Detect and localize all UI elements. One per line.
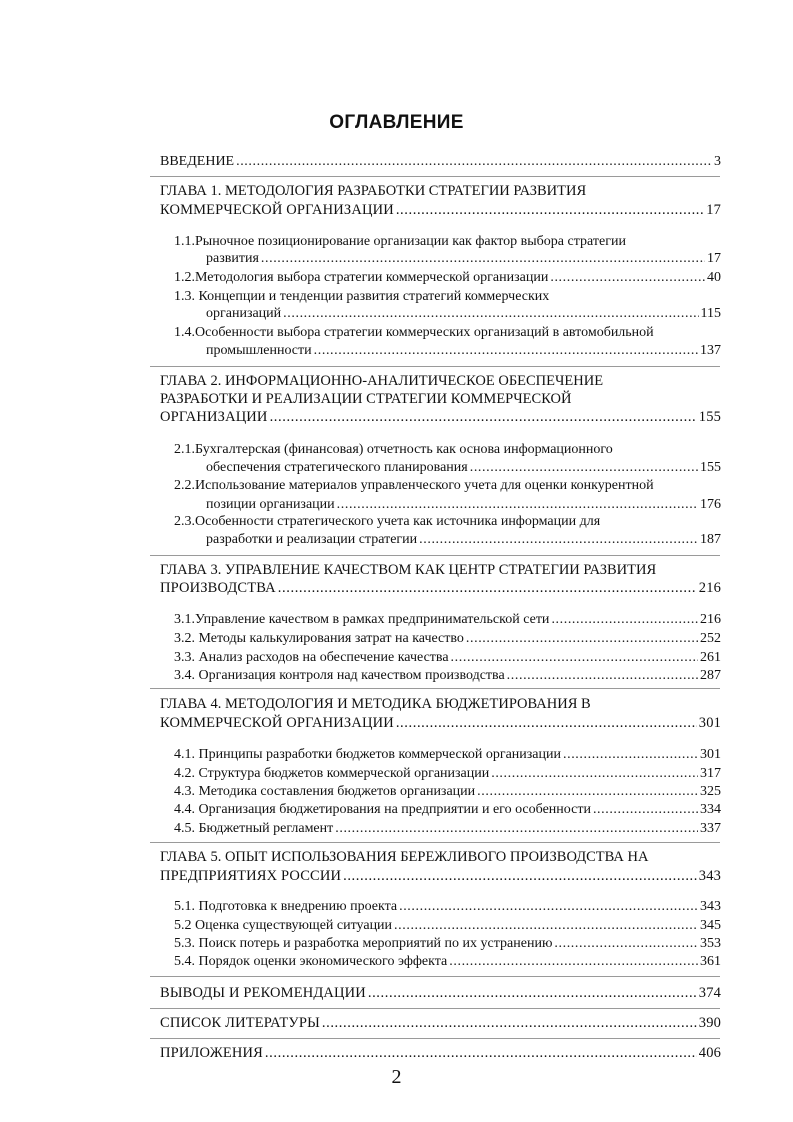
toc-entry-section-4-3[interactable]: 4.3. Методика составления бюджетов организации ..... 325 (174, 783, 721, 800)
section-2-1-line1[interactable]: 2.1.Бухгалтерская (финансовая) отчетность как основа информационного (174, 442, 613, 457)
chapter-3-title-line1[interactable]: ГЛАВА 3. УПРАВЛЕНИЕ КАЧЕСТВОМ КАК ЦЕНТР СТРАТЕГИИ РАЗВИТИЯ (160, 562, 657, 578)
divider (150, 176, 720, 177)
toc-entry-conclusions[interactable]: ВЫВОДЫ И РЕКОМЕНДАЦИИ ..... 374 (160, 985, 721, 1002)
toc-entry-section-3-4[interactable]: 3.4. Организация контроля над качеством производства ..... 287 (174, 667, 721, 684)
toc-entry-section-1-3[interactable]: организаций ..... 115 (206, 305, 721, 322)
divider (150, 366, 720, 367)
toc-entry-intro[interactable] (160, 153, 721, 170)
toc-entry-section-4-5[interactable]: 4.5. Бюджетный регламент ..... 337 (174, 820, 721, 837)
toc-entry-section-2-2[interactable]: позиции организации ..... 176 (206, 496, 721, 513)
toc-entry-section-5-1[interactable]: 5.1. Подготовка к внедрению проекта ..... 343 (174, 898, 721, 915)
toc-entry-text: ВВЕДЕНИЕ (160, 154, 235, 169)
toc-entry-section-3-3[interactable]: 3.3. Анализ расходов на обеспечение качества ..... 261 (174, 649, 721, 666)
chapter-1-title-line1[interactable]: ГЛАВА 1. МЕТОДОЛОГИЯ РАЗРАБОТКИ СТРАТЕГИИ РАЗВИТИЯ (160, 183, 587, 199)
page-title: ОГЛАВЛЕНИЕ (329, 112, 464, 133)
chapter-2-title-line1[interactable]: ГЛАВА 2. ИНФОРМАЦИОННО-АНАЛИТИЧЕСКОЕ ОБЕСПЕЧЕНИЕ (160, 373, 604, 389)
toc-entry-section-3-2[interactable]: 3.2. Методы калькулирования затрат на качество ..... 252 (174, 630, 721, 647)
toc-page-number: 17 (706, 202, 721, 218)
toc-entry-chapter-2[interactable]: ОРГАНИЗАЦИИ ..... 155 (160, 409, 721, 426)
section-1-4-line1[interactable]: 1.4.Особенности выбора стратегии коммерческих организаций в автомобильной (174, 325, 654, 340)
toc-entry-section-1-1[interactable]: развития ..... 17 (206, 250, 721, 267)
toc-entry-section-4-4[interactable]: 4.4. Организация бюджетирования на предприятии и его особенности ..... 334 (174, 801, 721, 818)
divider (150, 842, 720, 843)
divider (150, 976, 720, 977)
toc-entry-section-5-2[interactable]: 5.2 Оценка существующей ситуации ..... 345 (174, 917, 721, 934)
divider (150, 688, 720, 689)
toc-entry-chapter-5[interactable]: ПРЕДПРИЯТИЯХ РОССИИ ..... 343 (160, 868, 721, 885)
toc-page-number: 3 (714, 154, 721, 169)
toc-entry-chapter-1[interactable]: КОММЕРЧЕСКОЙ ОРГАНИЗАЦИИ ..... 17 (160, 202, 721, 219)
section-2-2-line1[interactable]: 2.2.Использование материалов управленческого учета для оценки конкурентной (174, 478, 654, 493)
toc-entry-section-1-2[interactable]: 1.2.Методология выбора стратегии коммерческой организации ..... 40 (174, 269, 721, 286)
toc-entry-appendix[interactable]: ПРИЛОЖЕНИЯ ..... 406 (160, 1045, 721, 1062)
divider (150, 1038, 720, 1039)
toc-entry-section-4-1[interactable]: 4.1. Принципы разработки бюджетов коммерческой организации ..... 301 (174, 746, 721, 763)
toc-entry-section-5-3[interactable]: 5.3. Поиск потерь и разработка мероприятий по их устранению ..... 353 (174, 935, 721, 952)
toc-entry-chapter-4[interactable]: КОММЕРЧЕСКОЙ ОРГАНИЗАЦИИ ..... 301 (160, 715, 721, 732)
toc-entry-section-4-2[interactable]: 4.2. Структура бюджетов коммерческой организации ..... 317 (174, 765, 721, 782)
chapter-5-title-line1[interactable]: ГЛАВА 5. ОПЫТ ИСПОЛЬЗОВАНИЯ БЕРЕЖЛИВОГО ПРОИЗВОДСТВА НА (160, 849, 649, 865)
section-1-1-line1[interactable]: 1.1.Рыночное позиционирование организации как фактор выбора стратегии (174, 234, 626, 249)
divider (150, 555, 720, 556)
section-2-3-line1[interactable]: 2.3.Особенности стратегического учета как источника информации для (174, 514, 601, 529)
page-number: 2 (391, 1066, 402, 1088)
chapter-2-title-line2[interactable]: РАЗРАБОТКИ И РЕАЛИЗАЦИИ СТРАТЕГИИ КОММЕРЧЕСКОЙ (160, 391, 572, 407)
chapter-4-title-line1[interactable]: ГЛАВА 4. МЕТОДОЛОГИЯ И МЕТОДИКА БЮДЖЕТИРОВАНИЯ В (160, 696, 591, 712)
toc-entry-literature[interactable]: СПИСОК ЛИТЕРАТУРЫ ..... 390 (160, 1015, 721, 1032)
toc-entry-chapter-3[interactable]: ПРОИЗВОДСТВА ..... 216 (160, 580, 721, 597)
toc-entry-section-2-3[interactable]: разработки и реализации стратегии ..... 187 (206, 531, 721, 548)
toc-entry-section-2-1[interactable]: обеспечения стратегического планирования ..... 155 (206, 459, 721, 476)
divider (150, 1008, 720, 1009)
section-1-3-line1[interactable]: 1.3. Концепции и тенденции развития стратегий коммерческих (174, 289, 550, 304)
toc-entry-section-3-1[interactable]: 3.1.Управление качеством в рамках предпринимательской сети ..... 216 (174, 611, 721, 628)
toc-entry-section-1-4[interactable]: промышленности ..... 137 (206, 342, 721, 359)
toc-entry-section-5-4[interactable]: 5.4. Порядок оценки экономического эффекта ..... 361 (174, 953, 721, 970)
